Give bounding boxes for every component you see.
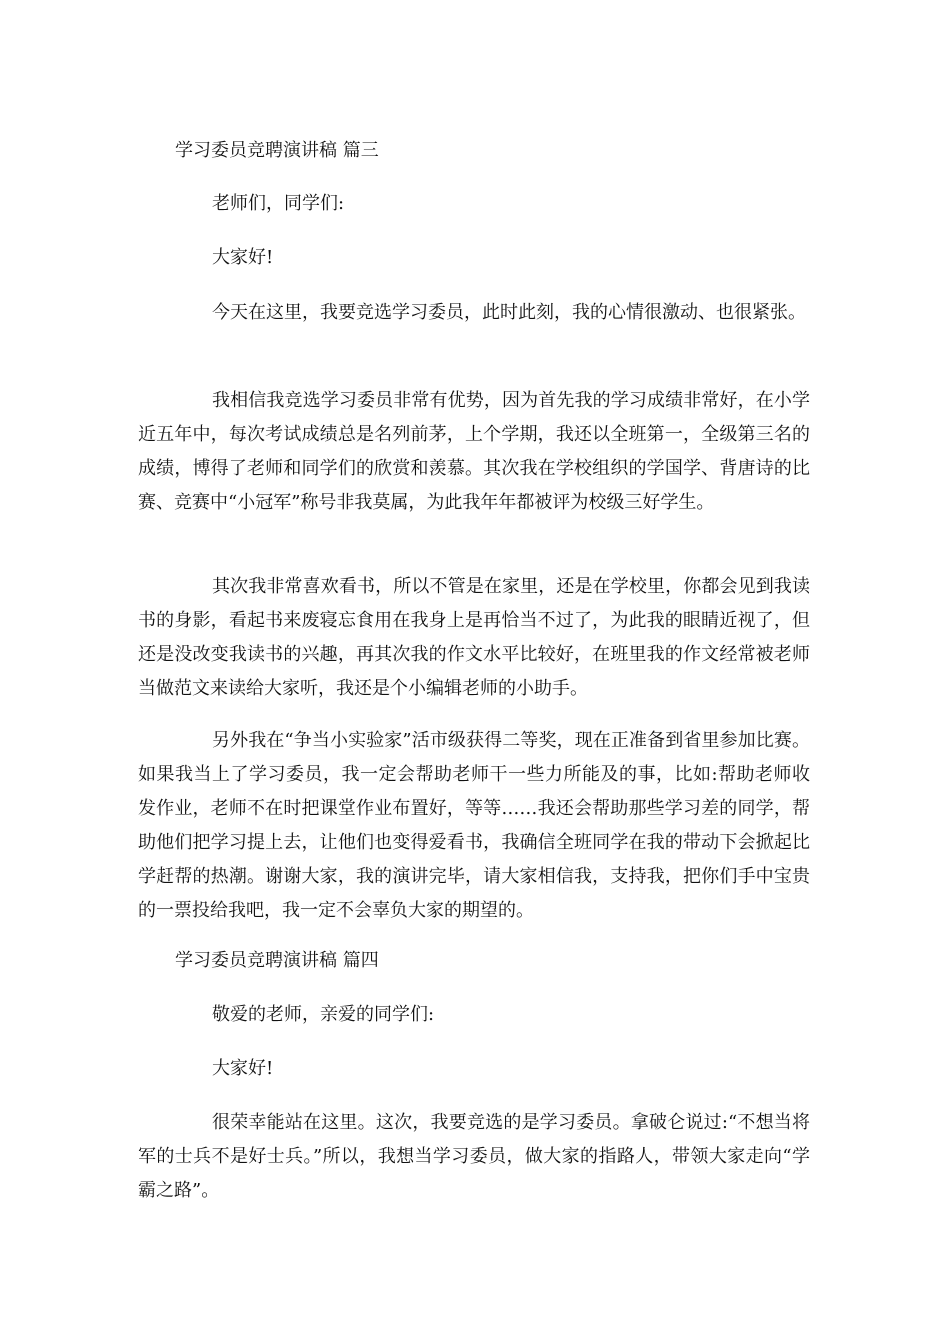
- greeting-3: 老师们，同学们:: [212, 193, 345, 214]
- paragraph-3-1: 今天在这里，我要竞选学习委员，此时此刻，我的心情很激动、也很紧张。: [212, 302, 806, 323]
- paragraph-3-3: 其次我非常喜欢看书，所以不管是在家里，还是在学校里，你都会见到我读书的身影，看起书来废寝忘食用在我身上是再恰当不过了，为此我的眼睛近视了，但还是没改变我读书的兴趣，再其次我的作文水平比较好，在班里我的作文经常被老师当做范文来读给大家听，我还是个小编辑老师的小助手。: [138, 576, 810, 699]
- section-heading-3: 学习委员竞聘演讲稿 篇三: [175, 140, 379, 161]
- hello-4: 大家好!: [212, 1058, 274, 1079]
- greeting-4: 敬爱的老师，亲爱的同学们:: [212, 1004, 435, 1025]
- section-heading-4: 学习委员竞聘演讲稿 篇四: [175, 950, 379, 971]
- hello-3: 大家好!: [212, 247, 274, 268]
- paragraph-4-1: 很荣幸能站在这里。这次，我要竞选的是学习委员。拿破仑说过:“不想当将军的士兵不是好士兵。”所以，我想当学习委员，做大家的指路人，带领大家走向“学霸之路”。: [138, 1112, 810, 1201]
- paragraph-3-2: 我相信我竞选学习委员非常有优势，因为首先我的学习成绩非常好，在小学近五年中，每次考试成绩总是名列前茅，上个学期，我还以全班第一，全级第三名的成绩，博得了老师和同学们的欣赏和羡慕。其次我在学校组织的学国学、背唐诗的比赛、竞赛中“小冠军”称号非我莫属，为此我年年都被评为校级三好学生。: [138, 390, 810, 513]
- paragraph-3-4: 另外我在“争当小实验家”活市级获得二等奖，现在正准备到省里参加比赛。如果我当上了学习委员，我一定会帮助老师干一些力所能及的事，比如:帮助老师收发作业，老师不在时把课堂作业布置好，等等……我还会帮助那些学习差的同学，帮助他们把学习提上去，让他们也变得爱看书，我确信全班同学在我的带动下会掀起比学赶帮的热潮。谢谢大家，我的演讲完毕，请大家相信我，支持我，把你们手中宝贵的一票投给我吧，我一定不会辜负大家的期望的。: [138, 730, 810, 921]
